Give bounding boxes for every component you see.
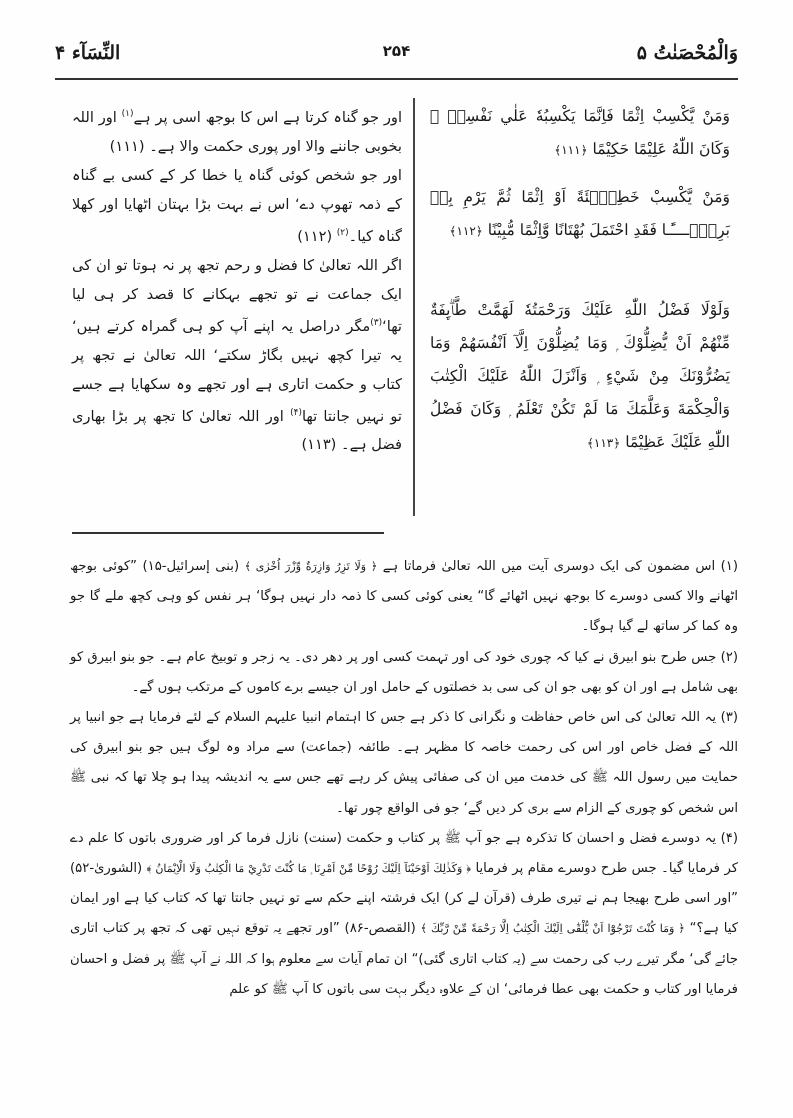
translation-paragraph: اور جو شخص کوئی گناہ یا خطا کر کے کسی بے گناہ کے ذمہ تھوپ دے‘ اس نے بہت بڑا بہتان اٹھایا اور کھلا گناہ کیا۔$^{(۲)}$ (۱۱۲) <box>72 166 402 245</box>
translation-column <box>72 100 402 459</box>
footnote-ref[interactable]: (۱) <box>121 109 134 119</box>
ayah-number: ﴿۱۱۲﴾ <box>449 224 483 238</box>
quran-quote: ﴿ وَلَا تَزِرُ وَازِرَةٌ وِّزْرَ اُخْرٰى ﴾ <box>244 560 378 573</box>
ayah-number: ﴿۱۱۳﴾ <box>586 436 621 450</box>
footnote: (۱) اس مضمون کی ایک دوسری آیت میں اللہ تعالیٰ فرماتا ہے ﴿ وَلَا تَزِرُ وَازِرَةٌ وِّزْرَ اُخْرٰى ﴾ (بنی إسرائیل-۱۵) ”کوئی بوجھ اٹھانے والا کسی دوسرے کا بوجھ نہیں اٹھائے گا“ یعنی کوئی کسی کا ذمہ دار نہیں ہوگا‘ ہر نفس کو وہی کچھ ملے گا جو وہ کما کر ساتھ لے گیا ہوگا۔ <box>70 559 738 635</box>
page-number: ۲۵۴ <box>382 42 411 60</box>
page-header <box>55 42 738 62</box>
verse-number: (۱۱۳) <box>301 436 337 454</box>
arabic-verse <box>430 294 730 460</box>
verse-text: وَلَوْلَا فَضْلُ اللّٰهِ عَلَيْكَ وَرَحْمَتُهٗ لَهَمَّتْ طَّاۗىِٕفَةٌ مِّنْھُمْ اَنْ يُّضِلُّوْكَ ۭ وَمَا يُضِلُّوْنَ اِلَّآ اَنْفُسَھُمْ وَمَا يَضُرُّوْنَكَ مِنْ شَيْءٍ ۭ وَاَنْزَلَ اللّٰهُ عَلَيْكَ الْكِتٰبَ وَالْحِكْمَةَ وَعَلَّمَكَ مَا لَمْ تَكُنْ تَعْلَمُ ۭ وَكَانَ فَضْلُ اللّٰهِ عَلَيْكَ عَظِيْمًا <box>430 301 730 451</box>
verse-text: وَمَنْ يَّكْسِبْ خَطِيْۗئَةً اَوْ اِثْمًا ثُمَّ يَرْمِ بِهٖ بَرِيْۗــــًٔـا فَقَدِ احْتَمَلَ بُهْتَانًا وَّاِثْمًا مُّبِيْنًا <box>430 188 730 239</box>
footnote-marker: (۲) <box>720 649 738 665</box>
footnote: (۲) جس طرح بنو ابیرق نے کیا کہ چوری خود کی اور تہمت کسی اور پر دھر دی۔ یہ زجر و توبیخ عام ہے۔ جو بنو ابیرق کو بھی شامل ہے اور ان کو بھی جو ان کی سی بد خصلتوں کے حامل اور ان جیسے برے کاموں کے مرتکب ہوں گے۔ <box>70 649 738 695</box>
footnote: (۴) یہ دوسرے فضل و احسان کا تذکرہ ہے جو آپ ﷺ پر کتاب و حکمت (سنت) نازل فرما کر اور ضروری باتوں کا علم دے کر فرمایا گیا۔ جس طرح دوسرے مقام پر فرمایا ﴿ وَكَذٰلِكَ اَوْحَيْنَآ اِلَيْكَ رُوْحًا مِّنْ اَمْرِنَا ۭ مَا كُنْتَ تَدْرِيْ مَا الْكِتٰبُ وَلَا الْاِيْمَانُ ﴾ (الشوریٰ-۵۲) ”اور اسی طرح بھیجا ہم نے تیری طرف (قرآن لے کر) ایک فرشتہ اپنے حکم سے تو نہیں جانتا تھا کہ کتاب کیا ہے اور ایمان کیا ہے؟“ ﴿ وَمَا كُنْتَ تَرْجُوْٓا اَنْ يُّلْقٰٓى اِلَيْكَ الْكِتٰبُ اِلَّا رَحْمَةً مِّنْ رَّبِّكَ ﴾ (القصص-۸۶) ”اور تجھے یہ توقع نہیں تھی کہ تجھ پر کتاب اتاری جائے گی‘ مگر تیرے رب کی رحمت سے (یہ کتاب اتاری گئی)“ ان تمام آیات سے معلوم ہوا کہ اللہ نے آپ ﷺ پر فضل و احسان فرمایا اور کتاب و حکمت بھی عطا فرمائی‘ ان کے علاوہ دیگر بہت سی باتوں کا آپ ﷺ کو علم <box>70 830 738 997</box>
translation-paragraph: اور جو گناہ کرتا ہے اس کا بوجھ اسی پر ہے$^{(۱)}$ اور اللہ بخوبی جاننے والا اور پوری حکمت والا ہے۔ (۱۱۱) <box>72 108 403 155</box>
footnote-ref[interactable]: (۲) <box>336 227 349 238</box>
header-rule <box>55 78 738 80</box>
surah-name: النِّسَآء ۴ <box>55 42 121 64</box>
footnote-marker: (۱) <box>720 559 738 574</box>
footnotes-section <box>70 552 738 1005</box>
verse-text: وَمَنْ يَّكْسِبْ اِثْمًا فَاِنَّمَا يَكْسِبُهٗ عَلٰي نَفْسِهٖ ۭ وَكَانَ اللّٰهُ عَلِيْمًا حَكِيْمًا <box>430 107 730 158</box>
quran-quote: ﴿ وَمَا كُنْتَ تَرْجُوْٓا اَنْ يُّلْقٰٓى اِلَيْكَ الْكِتٰبُ اِلَّا رَحْمَةً مِّنْ رَّبِّكَ ﴾ <box>420 922 685 936</box>
para-name: وَالْمُحْصَنٰتُ ۵ <box>636 42 738 64</box>
footnote-separator <box>72 532 384 534</box>
ayah-number: ﴿۱۱۱﴾ <box>554 143 588 157</box>
footnote: (۳) یہ اللہ تعالیٰ کی اس خاص حفاظت و نگرانی کا ذکر ہے جس کا اہتمام انبیا علیہم السلام کے لئے فرمایا ہے جو انبیا پر اللہ کے فضل خاص اور اس کی رحمت خاصہ کا مظہر ہے۔ طائفہ (جماعت) سے مراد وہ لوگ ہیں جو بنو ابیرق کی حمایت میں رسول اللہ ﷺ کی خدمت میں ان کی صفائی پیش کر رہے تھے جس سے یہ اندیشہ پیدا ہو چلا تھا کہ نبی ﷺ اس شخص کو چوری کے الزام سے بری کر دیں گے‘ جو فی الواقع چور تھا۔ <box>70 710 738 816</box>
arabic-text-column <box>430 100 730 474</box>
arabic-verse <box>430 181 730 248</box>
translation-paragraph: اگر اللہ تعالیٰ کا فضل و رحم تجھ پر نہ ہوتا تو ان کی ایک جماعت نے تو تجھے بہکانے کا قصد کر ہی لیا تھا‘$^{(۳)}$مگر دراصل یہ اپنے آپ کو ہی گمراہ کرتے ہیں‘ یہ تیرا کچھ نہیں بگاڑ سکتے‘ اللہ تعالیٰ نے تجھ پر کتاب و حکمت اتاری ہے اور تجھے وہ سکھایا ہے جسے تو نہیں جانتا تھا$^{(۴)}$ اور اللہ تعالیٰ کا تجھ پر بڑا بھاری فضل ہے۔ (۱۱۳) <box>72 256 402 454</box>
verse-number: (۱۱۲) <box>297 227 333 245</box>
footnote-marker: (۴) <box>720 830 738 846</box>
footnote-ref[interactable]: (۳) <box>370 317 383 328</box>
footnote-marker: (۳) <box>720 710 738 726</box>
footnote-ref[interactable]: (۴) <box>290 407 302 418</box>
verse-number: (۱۱۱) <box>109 137 145 155</box>
quran-quote: ﴿ وَكَذٰلِكَ اَوْحَيْنَآ اِلَيْكَ رُوْحًا مِّنْ اَمْرِنَا ۭ مَا كُنْتَ تَدْرِيْ مَا الْكِتٰبُ وَلَا الْاِيْمَانُ ﴾ <box>146 862 471 876</box>
arabic-verse <box>430 100 730 167</box>
column-divider <box>413 98 415 516</box>
